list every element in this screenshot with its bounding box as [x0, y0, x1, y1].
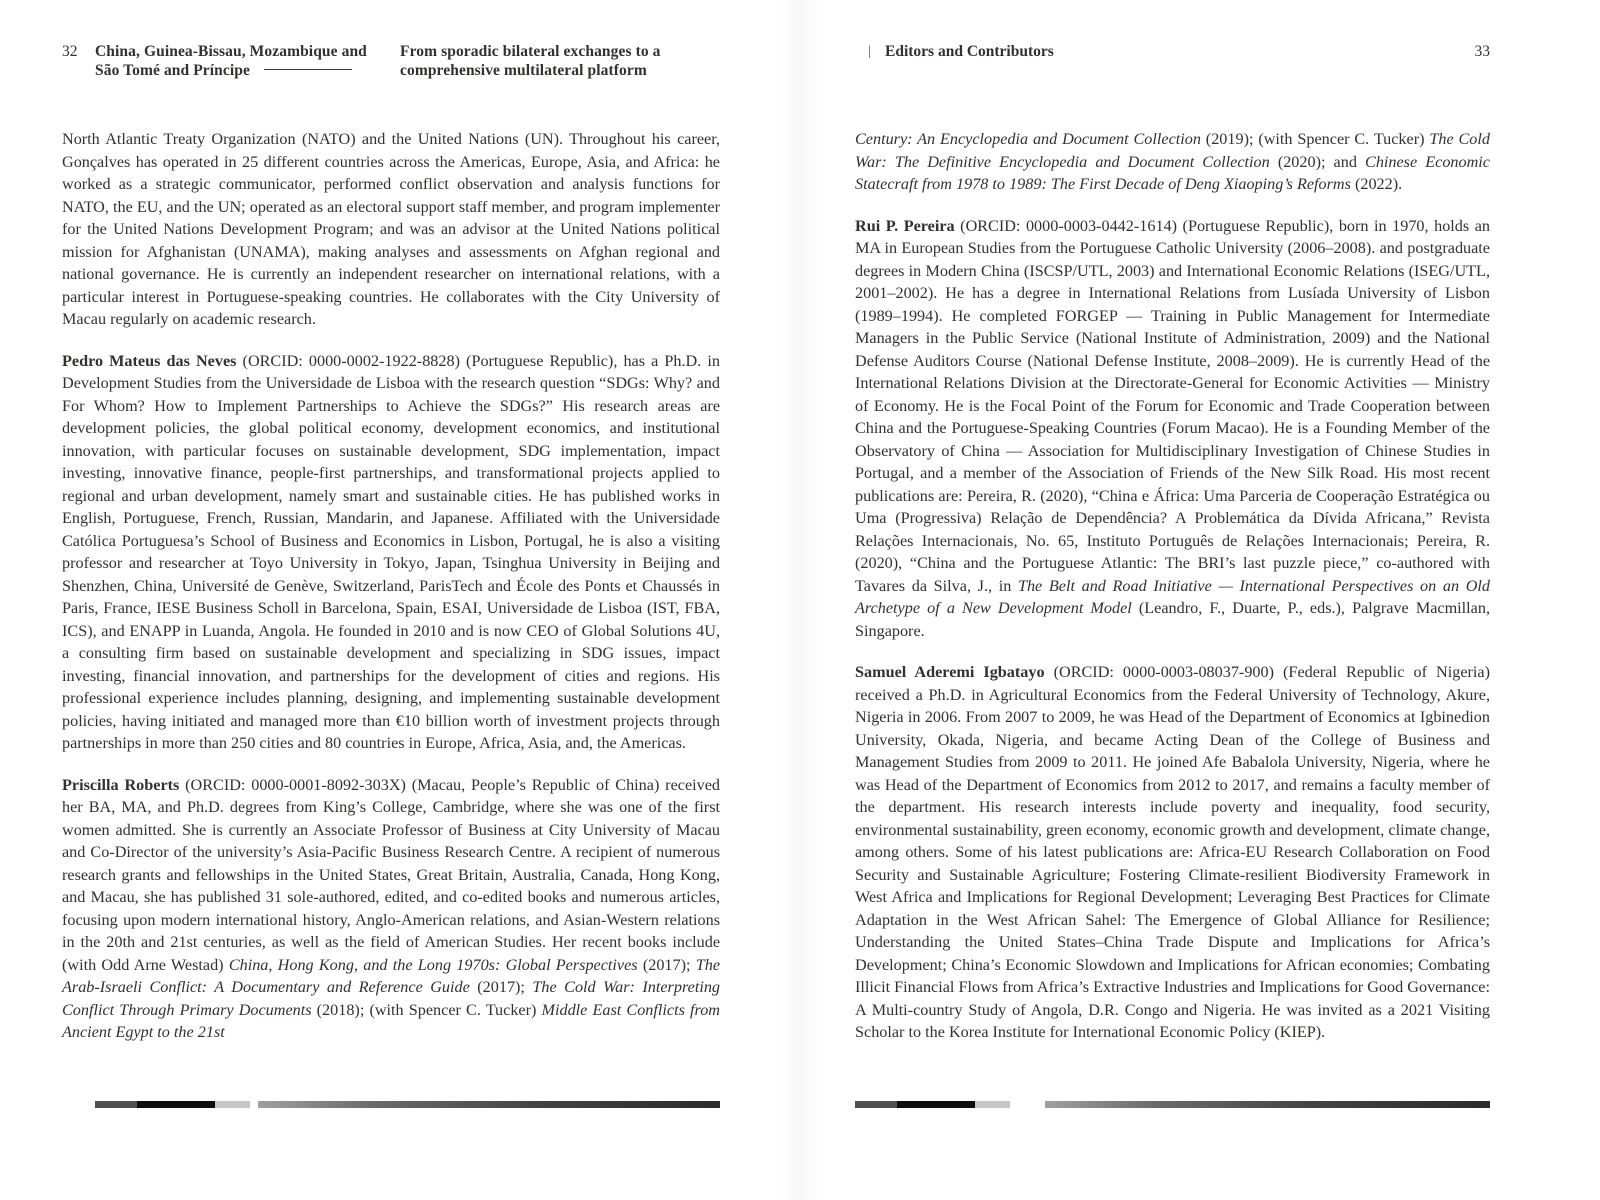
footer-bar-segment	[897, 1101, 975, 1108]
text-run-italic: Chinese Economic Statecraft from 1978 to 1989: The First Decade of Deng Xiaoping’s Reforms	[855, 152, 1490, 193]
footer-bar-long	[1045, 1101, 1490, 1108]
text-run-normal: (ORCID: 0000-0001-8092-303X) (Macau, People’s Republic of China) received her BA, MA, and Ph.D. degrees from King’s College, Cambridge, where she was one of the first women admitted. She is currently an Associate Professor of Business at City University of Macau and Co-Director of the university’s Asia-Pacific Business Research Centre. A recipient of numerous research grants and fellowships in the United States, Great Britain, Australia, Canada, Hong Kong, and Macau, she has published 31 sole-authored, edited, and co-edited books and numerous articles, focusing upon modern international history, Anglo-American relations, and Asian-Western relations in the 20th and 21st centuries, as well as the field of American Studies. Her recent books include (with Odd Arne Westad)	[62, 775, 720, 974]
text-run-italic: China, Hong Kong, and the Long 1970s: Global Perspectives	[228, 955, 638, 974]
contributor-bios-left	[62, 128, 720, 1044]
text-run-normal: (2017);	[637, 955, 696, 974]
text-run-italic: The Cold War: Interpreting Conflict Through Primary Documents	[62, 978, 721, 1019]
footer-bar-long	[258, 1101, 720, 1108]
page-header-left	[62, 42, 720, 100]
text-run-normal: (2020); and	[1269, 152, 1366, 171]
contributor-bios-right	[855, 128, 1490, 1044]
text-run-bold: Rui P. Pereira	[855, 216, 955, 235]
footer-bar-segment	[975, 1101, 1010, 1108]
text-run-normal: (ORCID: 0000-0003-0442-1614) (Portuguese Republic), born in 1970, holds an MA in European Studies from the Portuguese Catholic University (2006–2008). and postgraduate degrees in Modern China (ISCSP/UTL, 2003) and International Economic Relations (ISEG/UTL, 2001–2002). He has a degree in International Relations from Lusíada University of Lisbon (1989–1994). He completed FORGEP — Training in Public Management for Intermediate Managers in the Public Service (National Institute of Administration, 2009) and the National Defense Auditors Course (National Defense Institute, 2008–2009). He is currently Head of the International Relations Division at the Directorate-General for Economic Activities — Ministry of Economy. He is the Focal Point of the Forum for Economic and Trade Cooperation between China and the Portuguese-Speaking Countries (Forum Macao). He is a Founding Member of the Observatory of China — Association for Multidisciplinary Investigation of Chinese Studies in Portugal, and a member of the Association of Friends of the New Silk Road. His most recent publications are: Pereira, R. (2020), “China e África: Uma Parceria de Cooperação Estratégica ou Uma (Progressiva) Relação de Dependência? A Problemática da Dívida Africana,” Revista Relações Internacionais, No. 65, Instituto Português de Relações Internacionais; Pereira, R. (2020), “China and the Portuguese Atlantic: The BRI’s last puzzle piece,” co-authored with Tavares da Silva, J., in	[855, 216, 1490, 595]
text-run-italic: The Arab-Israeli Conflict: A Documentary and Reference Guide	[62, 955, 721, 996]
chapter-title-line2: comprehensive multilateral platform	[400, 62, 647, 79]
bio-paragraph	[62, 350, 720, 755]
text-run-italic: Middle East Conflicts from Ancient Egypt to the 21st	[62, 1000, 720, 1041]
footer-bar-segment	[137, 1101, 215, 1108]
footer-bar-right	[855, 1101, 1490, 1108]
footer-bar-segment	[855, 1101, 897, 1108]
header-divider-icon: |	[868, 44, 871, 59]
text-run-normal: (2019); (with Spencer C. Tucker)	[1200, 130, 1430, 148]
text-run-normal: (2017);	[469, 978, 533, 996]
bio-paragraph	[855, 128, 1490, 196]
page-number-right: 33	[1474, 43, 1490, 60]
text-run-normal: (2018); (with Spencer C. Tucker)	[311, 1000, 542, 1019]
running-title-line2: São Tomé and Príncipe	[95, 62, 250, 79]
header-rule	[264, 69, 352, 70]
text-run-bold: Pedro Mateus das Neves	[62, 351, 237, 370]
chapter-title	[400, 42, 661, 80]
footer-bar-segment	[95, 1101, 137, 1108]
running-title-left	[95, 42, 367, 80]
text-run-normal: (2022).	[1350, 175, 1403, 193]
bio-paragraph	[855, 215, 1490, 643]
bio-paragraph	[855, 661, 1490, 1044]
text-run-italic: The Cold War: The Definitive Encyclopedia and Document Collection	[855, 130, 1490, 171]
bio-paragraph	[62, 774, 720, 1044]
running-title-line1: China, Guinea-Bissau, Mozambique and	[95, 43, 367, 60]
text-run-normal: North Atlantic Treaty Organization (NATO) and the United Nations (UN). Throughout his career, Gonçalves has operated in 25 different countries across the Americas, Europe, Asia, and Africa: he worked as a strategic communicator, performed conflict observation and analysis functions for NATO, the EU, and the UN; operated as an electoral support staff member, and program implementer for the United Nations Development Program; and was an advisor at the United Nations political mission for Afghanistan (UNAMA), making analyses and assessments on Afghan regional and national governance. He is currently an independent researcher on international relations, with a particular interest in Portuguese-speaking countries. He collaborates with the City University of Macau regularly on academic research.	[62, 130, 720, 328]
text-run-normal: (ORCID: 0000-0003-08037-900) (Federal Republic of Nigeria) received a Ph.D. in Agricultural Economics from the Federal University of Technology, Akure, Nigeria in 2006. From 2007 to 2009, he was Head of the Department of Economics at Igbinedion University, Okada, Nigeria, and became Acting Dean of the College of Business and Management Studies from 2009 to 2011. He joined Afe Babalola University, Nigeria, where he was Head of the Department of Economics from 2012 to 2017, and remains a faculty member of the department. His research interests include poverty and inequality, food security, environmental sustainability, green economy, economic growth and development, climate change, among others. Some of his latest publications are: Africa-EU Research Collaboration on Food Security and Sustainable Agriculture; Fostering Climate-resilient Biodiversity Framework in West Africa and Implications for Regional Development; Leveraging Best Practices for Climate Adaptation in the West African Sahel: The Emergence of Global Alliance for Resilience; Understanding the United States–China Trade Dispute and Implications for Africa’s Development; China’s Economic Slowdown and Implications for African economies; Combating Illicit Financial Flows from Africa’s Extractive Industries and Implications for Good Governance: A Multi-country Study of Angola, D.R. Congo and Nigeria. He was invited as a 2021 Visiting Scholar to the Korea Institute for International Economic Policy (KIEP).	[855, 663, 1490, 1041]
footer-bar-left	[95, 1101, 720, 1108]
text-run-italic: Century: An Encyclopedia and Document Collection	[855, 130, 1201, 148]
text-run-bold: Priscilla Roberts	[62, 775, 180, 794]
bio-paragraph	[62, 128, 720, 331]
text-run-bold: Samuel Aderemi Igbatayo	[855, 663, 1045, 681]
text-run-italic: The Belt and Road Initiative — International Perspectives on an Old Archetype of a New Development Model	[855, 576, 1490, 617]
page-header-right	[855, 42, 1490, 100]
text-run-normal: (Leandro, F., Duarte, P., eds.), Palgrave Macmillan, Singapore.	[855, 599, 1491, 640]
footer-bar-gap	[250, 1101, 258, 1108]
text-run-normal: (ORCID: 0000-0002-1922-8828) (Portuguese Republic), has a Ph.D. in Development Studies from the Universidade de Lisboa with the research question “SDGs: Why? and For Whom? How to Implement Partnerships to Achieve the SDGs?” His research areas are development policies, the global political economy, development economics, and institutional innovation, with particular focuses on sustainable development, SDG implementation, impact investing, innovative finance, people-first partnerships, and transformational projects applied to regional and urban development, namely smart and sustainable cities. He has published works in English, Portuguese, French, Russian, Mandarin, and Japanese. Affiliated with the Universidade Católica Portuguesa’s School of Business and Economics in Lisbon, Portugal, he is also a visiting professor and researcher at Toyo University in Tokyo, Japan, Tsinghua University in Beijing and Shenzhen, China, Université de Genève, Switzerland, ParisTech and École des Ponts et Chaussés in Paris, France, IESE Business Scholl in Barcelona, Spain, ESAI, Universidade de Lisboa (IST, FBA, ICS), and ENAPP in Luanda, Angola. He founded in 2010 and is now CEO of Global Solutions 4U, a consulting firm based on sustainable development and specializing in SDG issues, impact investing, financial innovation, and partnerships for the development of cities and regions. His professional experience includes planning, designing, and implementing sustainable development policies, having initiated and managed more than €10 billion worth of investment projects through partnerships in more than 250 cities and 80 countries in Europe, Africa, Asia, and, the Americas.	[62, 351, 720, 752]
page-number-left: 32	[62, 43, 78, 60]
running-title-right: Editors and Contributors	[885, 43, 1054, 60]
page-right	[800, 0, 1600, 1200]
footer-bar-segment	[215, 1101, 250, 1108]
footer-bar-gap	[1010, 1101, 1045, 1108]
chapter-title-line1: From sporadic bilateral exchanges to a	[400, 43, 661, 60]
